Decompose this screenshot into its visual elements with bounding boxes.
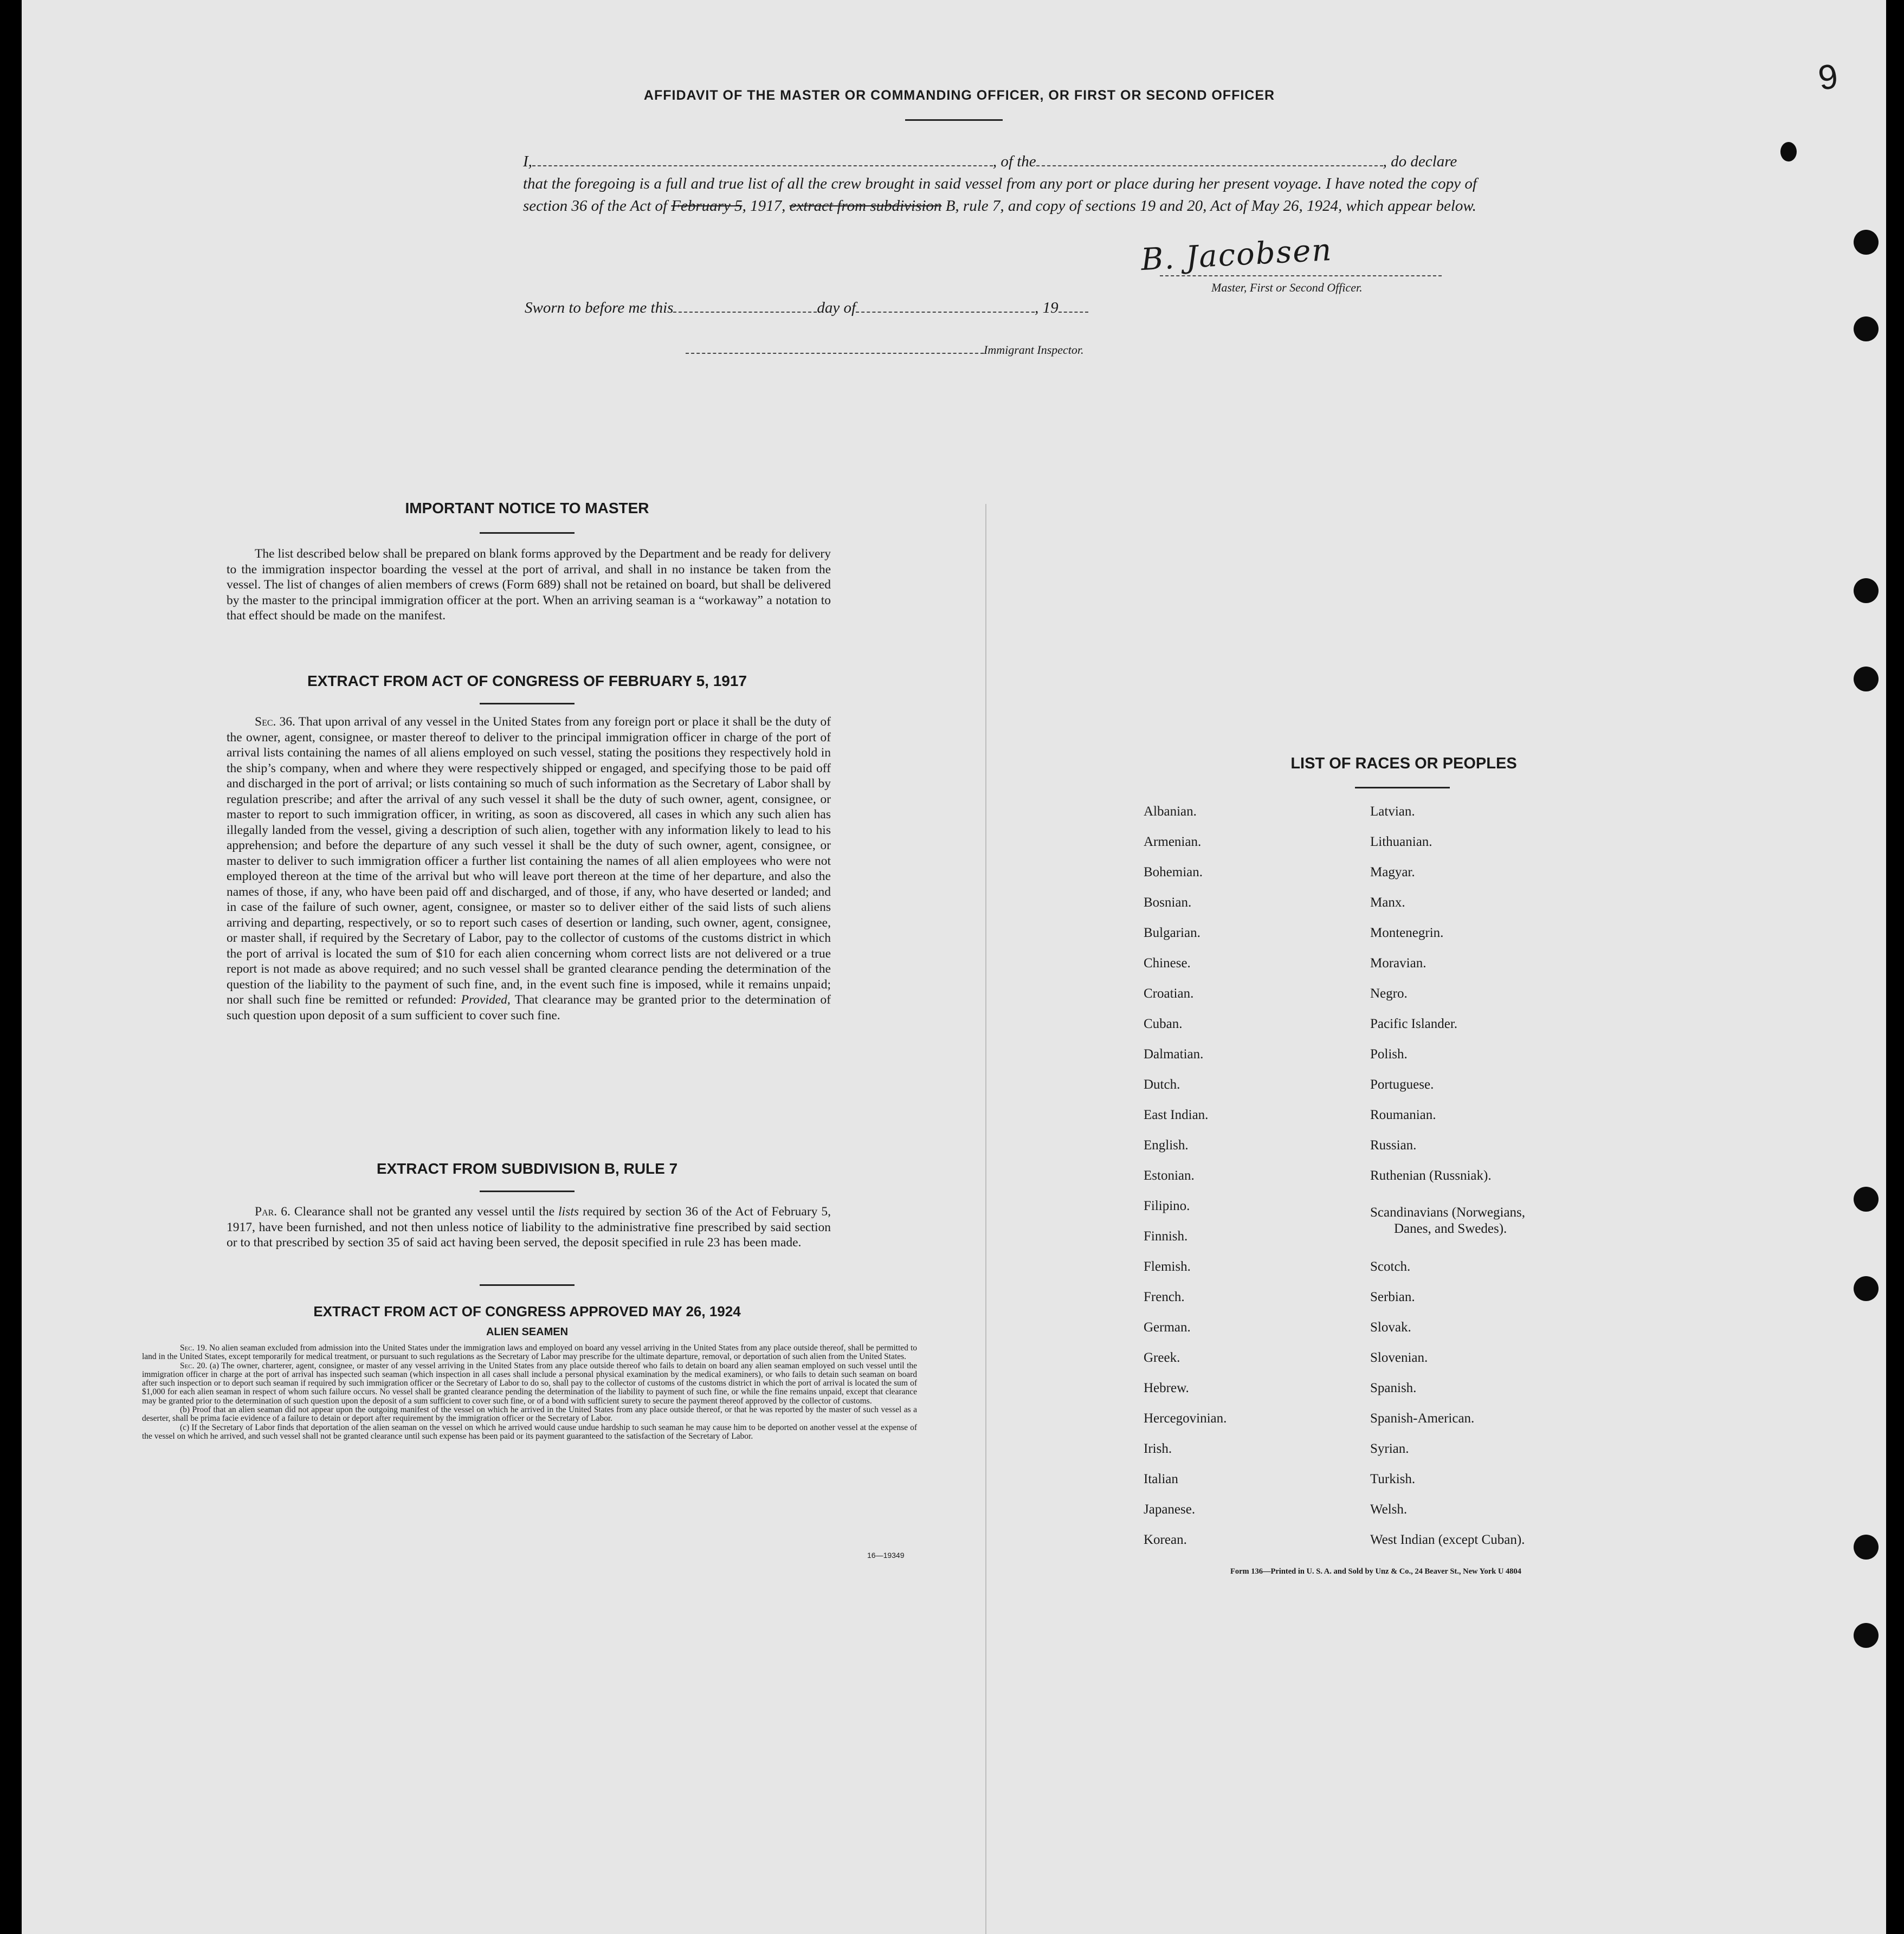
- section-text: That upon arrival of any vessel in the United States from any foreign port or place it shall be the duty of the owner, agent, consignee, or master thereof to deliver to the principal immigration officer in charge of the port of arrival lists containing the names of all aliens employed on such vessel, stating the positions they respectively hold in the ship’s company, when and where they were respectively shipped or engaged, and specifying those to be paid off and discharged in the port of arrival; or lists containing so much of such information as the Secretary of Labor shall by regulation prescribe; and after the arrival of any such vessel it shall be the duty of such owner, agent, consignee, or master to report to such immigration officer, in writing, as soon as discovered, all cases in which any such alien has illegally landed from the vessel, giving a description of such alien, together with any information likely to lead to his apprehension; and before the departure of any such vessel it shall be the duty of such owner, agent, consignee, or master to deliver to such immigration officer a further list containing the names of all alien employees who were not employed thereon at the time of the arrival but who will leave port thereon at the time of her departure, and also the names of those, if any, who have been paid off and discharged, and of those, if any, who have deserted or landed; and in case of the failure of such owner, agent, consignee, or master so to deliver either of the said lists of such aliens arriving and departing, respectively, or so to report such cases of desertion or landing, such owner, agent, consignee, or master shall, if required by the Secretary of Labor, pay to the collector of customs of the customs district in which the port of arrival is located the sum of $10 for each alien concerning whom correct lists are not delivered or a true report is not made as above required; and no such vessel shall be granted clearance pending the determination of the question of the liability to the payment of such fine, and, in the event such fine is imposed, while it remains unpaid; nor shall such fine be remitted or refunded:: [227, 715, 831, 1007]
- race-left: Chinese.: [1144, 956, 1191, 971]
- inspector-line: [686, 343, 1084, 357]
- race-left: Dutch.: [1144, 1077, 1180, 1092]
- sworn-line: [525, 299, 1088, 317]
- inspector-caption: Immigrant Inspector.: [984, 343, 1084, 357]
- day-of-text: day of: [817, 299, 856, 316]
- rule7-section: [227, 1204, 831, 1251]
- race-left: Hercegovinian.: [1144, 1411, 1227, 1426]
- race-left: Hebrew.: [1144, 1381, 1189, 1395]
- binder-hole: [1854, 1535, 1879, 1560]
- sworn-year-blank: [1059, 312, 1088, 313]
- race-left: East Indian.: [1144, 1108, 1209, 1122]
- binder-hole: [1854, 1276, 1879, 1301]
- section-label: Sec. 19.: [180, 1343, 207, 1353]
- affidavit-of: , of the: [992, 153, 1036, 170]
- heading-rule: [1355, 787, 1450, 788]
- race-left: Dalmatian.: [1144, 1047, 1204, 1062]
- race-right: Spanish.: [1370, 1381, 1417, 1395]
- vessel-blank: [1036, 165, 1383, 166]
- signature-caption: Master, First or Second Officer.: [1211, 281, 1363, 294]
- race-right: Polish.: [1370, 1047, 1408, 1062]
- binder-hole: [1854, 1187, 1879, 1212]
- heading-rule: [480, 1191, 575, 1192]
- race-left: Croatian.: [1144, 986, 1194, 1001]
- race-left: Armenian.: [1144, 835, 1202, 849]
- provided-text: Provided,: [461, 993, 511, 1007]
- extract-1924-section: [142, 1344, 917, 1441]
- race-right: Roumanian.: [1370, 1108, 1436, 1122]
- heading-rule: [905, 119, 1003, 121]
- race-left: German.: [1144, 1320, 1191, 1335]
- race-right: Welsh.: [1370, 1502, 1408, 1517]
- race-left: Irish.: [1144, 1441, 1172, 1456]
- race-right: Magyar.: [1370, 865, 1415, 879]
- race-right: Pacific Islander.: [1370, 1017, 1458, 1031]
- signature-line: [1160, 275, 1442, 276]
- race-left: Greek.: [1144, 1350, 1180, 1365]
- fold-line: [985, 504, 986, 1934]
- race-left: Italian: [1144, 1472, 1178, 1486]
- section-label: Sec. 36.: [255, 715, 295, 729]
- form-code: 16—19349: [867, 1551, 905, 1560]
- race-left: Flemish.: [1144, 1259, 1191, 1274]
- affidavit-text: that the foregoing is a full and true list of all the crew brought in said vessel from any port or place during her present voyage. I have noted the copy of section 36 of the Act of: [523, 175, 1477, 215]
- race-right: Montenegrin.: [1370, 926, 1444, 940]
- race-right: Spanish-American.: [1370, 1411, 1475, 1426]
- sworn-month-blank: [856, 312, 1035, 313]
- affidavit-text: , 1917,: [742, 197, 786, 215]
- binder-hole: [1854, 667, 1879, 691]
- race-right: Latvian.: [1370, 804, 1415, 819]
- race-right: Negro.: [1370, 986, 1408, 1001]
- race-right: Scandinavians (Norwegians,: [1370, 1205, 1526, 1220]
- race-right: Lithuanian.: [1370, 835, 1432, 849]
- race-right: Ruthenian (Russniak).: [1370, 1168, 1492, 1183]
- sworn-text: Sworn to before me this: [525, 299, 674, 316]
- binder-hole: [1854, 316, 1879, 341]
- alien-seamen-subheading: ALIEN SEAMEN: [486, 1326, 569, 1338]
- race-right: West Indian (except Cuban).: [1370, 1532, 1525, 1547]
- extract-1917-heading: EXTRACT FROM ACT OF CONGRESS OF FEBRUARY 5, 1917: [307, 672, 747, 689]
- section-label: Sec. 20.: [180, 1361, 208, 1370]
- extract-1924-heading: EXTRACT FROM ACT OF CONGRESS APPROVED MAY 26, 1924: [313, 1303, 741, 1319]
- document-page: [22, 0, 1886, 1934]
- lists-text: lists: [558, 1205, 579, 1219]
- affidavit-i: I,: [523, 153, 532, 170]
- heading-rule: [480, 532, 575, 534]
- struck-text: extract from subdivision: [789, 197, 942, 215]
- inspector-blank: [686, 353, 984, 354]
- race-left: Bosnian.: [1144, 895, 1192, 910]
- notice-text: The list described below shall be prepared on blank forms approved by the Department and be ready for delivery to the immigration inspector boarding the vessel at the port of arrival, and shall in no instance be taken from the vessel. The list of changes of alien members of crews (Form 689) shall not be retained on board, but shall be delivered by the master to the principal immigration officer at the port. When an arriving seaman is a “workaway” a notation to that effect should be made on the manifest.: [227, 547, 831, 623]
- affidavit-heading: AFFIDAVIT OF THE MASTER OR COMMANDING OFFICER, OR FIRST OR SECOND OFFICER: [643, 88, 1275, 103]
- name-blank: [532, 165, 993, 166]
- race-left: Japanese.: [1144, 1502, 1196, 1517]
- races-heading: LIST OF RACES OR PEOPLES: [1290, 755, 1517, 772]
- rule7-text: required by section 36 of the Act of February 5, 1917, have been furnished, and not then unless notice of liability to the administrative fine prescribed by said section or to that prescribed by section 35 of said act having been served, the deposit specified in rule 23 has been made.: [227, 1205, 831, 1250]
- race-right: Danes, and Swedes).: [1394, 1221, 1507, 1236]
- year-text: , 19: [1035, 299, 1059, 316]
- sworn-day-blank: [673, 312, 817, 313]
- affidavit-body: [523, 151, 1477, 217]
- race-left: Korean.: [1144, 1532, 1187, 1547]
- heading-rule: [480, 703, 575, 704]
- race-left: Filipino.: [1144, 1199, 1190, 1213]
- race-left: Bulgarian.: [1144, 926, 1201, 940]
- signature: B. Jacobsen: [1140, 232, 1333, 278]
- race-right: Slovenian.: [1370, 1350, 1428, 1365]
- extract-1917-section: [227, 714, 831, 1023]
- race-left: Cuban.: [1144, 1017, 1183, 1031]
- race-right: Syrian.: [1370, 1441, 1409, 1456]
- sec20a-text: (a) The owner, charterer, agent, consignee, or master of any vessel arriving in the United States from any place outside thereof who fails to detain on board any alien seaman employed on such vessel until the immigration officer in charge at the port of arrival has inspected such seaman (which inspection in all cases shall include a personal physical examination by the medical examiners), or who fails to detain such seaman on board after such inspection or to deport such seaman if required by such immigration officer or the Secretary of Labor to do so, shall pay to the collector of customs of the customs district in which the port of arrival is located the sum of $1,000 for each alien seaman in respect of whom such failure occurs. No vessel shall be granted clearance pending the determination of the liability to payment of such fine, or while the fine remains unpaid, except that clearance may be granted prior to the determination of such question upon the deposit of a sum sufficient to cover such fine, or of a bond with sufficient surety to secure the payment thereof approved by the collector of customs.: [142, 1361, 918, 1406]
- heading-rule: [480, 1284, 575, 1286]
- notice-heading: IMPORTANT NOTICE TO MASTER: [405, 500, 649, 516]
- struck-text: February 5: [671, 197, 743, 215]
- race-right: Serbian.: [1370, 1290, 1415, 1304]
- race-right: Turkish.: [1370, 1472, 1416, 1486]
- race-right: Moravian.: [1370, 956, 1427, 971]
- binder-hole: [1780, 142, 1797, 161]
- sec19-text: No alien seaman excluded from admission into the United States under the immigration laws and employed on board any vessel arriving in the United States from any place outside thereof, shall be permitted to land in the United States, except temporarily for medical treatment, or pursuant to such regulations as the Secretary of Labor may prescribe for the ultimate departure, removal, or deportation of such alien from the United States.: [142, 1343, 918, 1362]
- race-left: Bohemian.: [1144, 865, 1203, 879]
- race-right: Manx.: [1370, 895, 1405, 910]
- race-right: Scotch.: [1370, 1259, 1411, 1274]
- race-left: English.: [1144, 1138, 1189, 1153]
- notice-section: [227, 546, 831, 624]
- form-footer: Form 136—Printed in U. S. A. and Sold by Unz & Co., 24 Beaver St., New York U 4804: [1230, 1567, 1521, 1576]
- race-right: Portuguese.: [1370, 1077, 1434, 1092]
- race-left: Estonian.: [1144, 1168, 1195, 1183]
- rule7-text: Clearance shall not be granted any vessel until the: [294, 1205, 555, 1219]
- race-left: French.: [1144, 1290, 1185, 1304]
- race-right: Slovak.: [1370, 1320, 1411, 1335]
- corner-page-number: 9: [1816, 56, 1841, 98]
- paragraph-label: Par. 6.: [255, 1205, 291, 1219]
- affidavit-text: B, rule 7, and copy of sections 19 and 20, Act of May 26, 1924, which appear below.: [945, 197, 1476, 215]
- binder-hole: [1854, 1623, 1879, 1648]
- affidavit-declare: , do declare: [1383, 153, 1457, 170]
- sec20c-text: (c) If the Secretary of Labor finds that deportation of the alien seaman on the vessel on which he arrived would cause undue hardship to such seaman he may cause him to be deported on another vessel at the expense of the vessel on which he arrived, and such vessel shall not be granted clearance until such expense has been paid or its payment guaranteed to the satisfaction of the Secretary of Labor.: [142, 1422, 917, 1441]
- binder-hole: [1854, 578, 1879, 603]
- sec20b-text: (b) Proof that an alien seaman did not appear upon the outgoing manifest of the vessel on which he arrived in the United States from any place outside thereof, or that he was reported by the master of such vessel as a deserter, shall be prima facie evidence of a failure to detain or deport after requirement by the immigration officer or the Secretary of Labor.: [142, 1405, 917, 1424]
- race-left: Albanian.: [1144, 804, 1197, 819]
- race-right: Russian.: [1370, 1138, 1417, 1153]
- binder-hole: [1854, 230, 1879, 255]
- rule7-heading: EXTRACT FROM SUBDIVISION B, RULE 7: [376, 1160, 678, 1177]
- race-left: Finnish.: [1144, 1229, 1188, 1244]
- section-text: That clearance may be granted prior to the determination of such question upon deposit of a sum sufficient to cover such fine.: [227, 993, 831, 1023]
